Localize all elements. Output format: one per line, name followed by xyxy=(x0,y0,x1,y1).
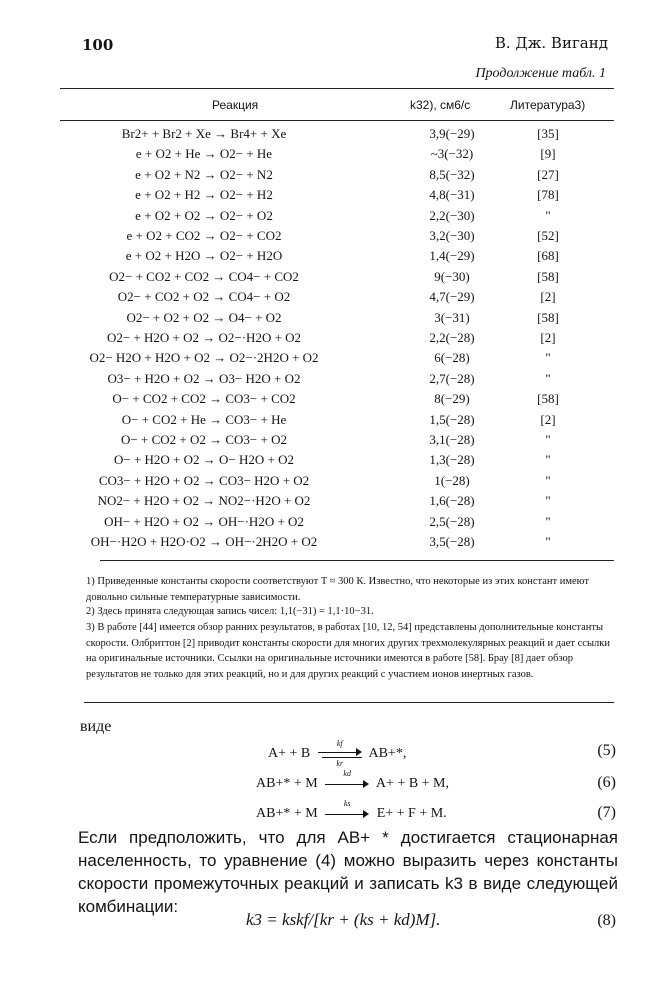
footnote-1: 1) Приведенные константы скорости соответствуют T ≈ 300 К. Известно, что некоторые из этих констант имеют довольно сильные температурные зависимости. xyxy=(86,576,589,603)
reference-cell: [52] xyxy=(537,228,559,243)
running-header-author: В. Дж. Виганд xyxy=(494,34,608,52)
reaction-cell: O2− + CO2 + CO2 → CO4− + CO2 xyxy=(109,268,299,284)
arrow-label-ks: ks xyxy=(343,798,351,808)
rate-constant-cell: 1(−28) xyxy=(434,472,470,488)
rate-constant-cell: 3,2(−30) xyxy=(429,228,475,243)
table-row xyxy=(60,146,600,166)
table-top-rule xyxy=(60,88,614,89)
equation-number-7: (7) xyxy=(597,804,616,821)
reference-cell: [58] xyxy=(537,268,559,284)
equation-5-rhs: AB+*, xyxy=(368,746,407,761)
table-bottom-rule xyxy=(100,560,614,561)
equation-number-5: (5) xyxy=(597,742,616,759)
arrow-label-kr: kr xyxy=(336,758,344,768)
table-row xyxy=(60,289,600,309)
reaction-cell: O2− + H2O + O2 → O2−·H2O + O2 xyxy=(106,330,302,345)
rate-constant-cell: 1,6(−28) xyxy=(429,493,475,509)
rate-constant-cell: 4,8(−31) xyxy=(429,187,475,203)
rate-constant-cell: 1,4(−29) xyxy=(429,248,475,264)
table-row xyxy=(60,126,600,146)
reaction-cell: OH− + H2O + O2 → OH−·H2O + O2 xyxy=(104,513,304,529)
reaction-cell: e + O2 + CO2 → O2− + CO2 xyxy=(126,228,282,243)
rate-constant-cell: 3,5(−28) xyxy=(429,534,475,549)
equation-8: k3 = kskf/[kr + (ks + kd)M]. xyxy=(246,910,441,929)
rate-constant-cell: 9(−30) xyxy=(434,268,470,284)
reaction-cell: e + O2 + H2O → O2− + H2O xyxy=(125,248,283,264)
equation-number-8: (8) xyxy=(597,912,616,929)
reference-cell: [9] xyxy=(540,146,556,162)
reaction-arrow xyxy=(325,768,369,791)
rate-constant-cell: 6(−28) xyxy=(434,350,470,366)
reference-cell: " xyxy=(545,513,551,529)
column-header-reaction: Реакция xyxy=(212,98,259,112)
reference-cell: [58] xyxy=(537,309,559,325)
reaction-arrow xyxy=(325,798,369,821)
reaction-cell: O3− + H2O + O2 → O3− H2O + O2 xyxy=(107,370,301,386)
equation-6-rhs: A+ + B + M, xyxy=(375,776,450,791)
table-row xyxy=(60,534,600,554)
table-header-rule xyxy=(60,120,614,121)
table-row xyxy=(60,310,600,330)
equation-number-6: (6) xyxy=(597,774,616,791)
reaction-cell: O− + CO2 + He → CO3− + He xyxy=(121,411,287,427)
reference-cell: " xyxy=(545,370,551,386)
arrow-label-kd: kd xyxy=(343,768,351,778)
table-row xyxy=(60,330,600,350)
table-row xyxy=(60,350,600,370)
table-row xyxy=(60,432,600,452)
reference-cell: [2] xyxy=(540,289,556,305)
reaction-cell: CO3− + H2O + O2 → CO3− H2O + O2 xyxy=(98,472,310,488)
equation-6-lhs: AB+* + M xyxy=(256,776,318,791)
rate-constant-cell: 1,3(−28) xyxy=(429,452,475,468)
equation-6 xyxy=(256,768,450,792)
table-row xyxy=(60,493,600,513)
footnote-3: 3) В работе [44] имеется обзор ранних результатов, в работах [10, 12, 54] представлены дополнительные константы скорости. Олбриттон [2] приводит константы скорости для многих других трехмолекулярных реакций и дает ссылки на оригинальные источники. Ссылки на оригинальные источники имеются в работе [58]. Брау [8] дает обзор результатов не только для этих реакций, но и для других реакций с участием ионов инертных газов. xyxy=(86,622,610,680)
table-row xyxy=(60,208,600,228)
reference-cell: " xyxy=(545,207,551,223)
rate-constant-cell: 4,7(−29) xyxy=(429,289,475,305)
reference-cell: [27] xyxy=(537,166,559,182)
rate-constant-cell: 8(−29) xyxy=(434,391,470,407)
reaction-cell: e + O2 + O2 → O2− + O2 xyxy=(135,207,273,223)
reaction-cell: e + O2 + N2 → O2− + N2 xyxy=(135,166,273,182)
table-row xyxy=(60,248,600,268)
reaction-cell: O− + CO2 + O2 → CO3− + O2 xyxy=(121,432,287,447)
table-row xyxy=(60,228,600,248)
rate-constant-cell: 2,2(−30) xyxy=(429,207,475,223)
page-number: 100 xyxy=(82,36,114,54)
rate-constant-cell: 3(−31) xyxy=(434,309,470,325)
equation-7-rhs: E+ + F + M. xyxy=(376,806,447,821)
reference-cell: [78] xyxy=(537,187,559,203)
rate-constant-cell: 3,1(−28) xyxy=(429,432,475,447)
rate-constant-cell: 2,2(−28) xyxy=(429,330,475,345)
lead-word: виде xyxy=(80,718,112,735)
footnote-2: 2) Здесь принята следующая запись чисел: 1,1(−31) = 1,1·10−31. xyxy=(86,606,374,617)
reference-cell: " xyxy=(545,432,551,447)
column-header-literature: Литература3) xyxy=(510,98,586,112)
reaction-cell: O− + H2O + O2 → O− H2O + O2 xyxy=(113,452,294,468)
table-continuation-label: Продолжение табл. 1 xyxy=(475,66,606,81)
reference-cell: [58] xyxy=(537,391,559,407)
table-row xyxy=(60,412,600,432)
equilibrium-arrow xyxy=(318,738,362,768)
reaction-cell: O2− + CO2 + O2 → CO4− + O2 xyxy=(117,289,291,305)
equation-5-lhs: A+ + B xyxy=(268,746,311,761)
reaction-cell: NO2− + H2O + O2 → NO2−·H2O + O2 xyxy=(97,493,311,509)
rate-constant-cell: 3,9(−29) xyxy=(429,126,475,141)
reference-cell: [2] xyxy=(540,330,556,345)
reaction-cell: O2− + O2 + O2 → O4− + O2 xyxy=(126,309,282,325)
reaction-cell: Br2+ + Br2 + Xe → Br4+ + Xe xyxy=(121,126,287,141)
equation-7 xyxy=(256,798,447,822)
table-row xyxy=(60,167,600,187)
reference-cell: " xyxy=(545,493,551,509)
rate-constant-cell: 8,5(−32) xyxy=(429,166,475,182)
equation-7-lhs: AB+* + M xyxy=(256,806,318,821)
body-paragraph: Если предположить, что для AB+ * достигается стационарная населенность, то уравнение (4) можно выразить через константы скорости промежуточных реакций и записать k3 в виде следующей комбинации: xyxy=(78,828,618,916)
arrow-label-kf: kf xyxy=(336,738,343,748)
rate-constant-cell: ~3(−32) xyxy=(430,146,474,162)
reaction-cell: e + O2 + He → O2− + He xyxy=(135,146,273,162)
reference-cell: " xyxy=(545,350,551,366)
reaction-cell: O− + CO2 + CO2 → CO3− + CO2 xyxy=(112,391,296,407)
table-row xyxy=(60,269,600,289)
reference-cell: " xyxy=(545,534,551,549)
reaction-cell: OH−·H2O + H2O·O2 → OH−·2H2O + O2 xyxy=(90,534,318,549)
reaction-cell: e + O2 + H2 → O2− + H2 xyxy=(135,187,273,203)
table-row xyxy=(60,371,600,391)
reference-cell: " xyxy=(545,452,551,468)
column-header-rate-constant: k32), см6/с xyxy=(410,98,471,112)
rate-constant-cell: 2,7(−28) xyxy=(429,370,475,386)
table-row xyxy=(60,187,600,207)
table-row xyxy=(60,514,600,534)
table-row xyxy=(60,391,600,411)
reference-cell: " xyxy=(545,472,551,488)
rate-constant-cell: 2,5(−28) xyxy=(429,513,475,529)
reference-cell: [35] xyxy=(537,126,559,141)
reaction-cell: O2− H2O + H2O + O2 → O2−·2H2O + O2 xyxy=(89,350,319,366)
equation-5 xyxy=(268,738,407,768)
reference-cell: [2] xyxy=(540,411,556,427)
reference-cell: [68] xyxy=(537,248,559,264)
table-row xyxy=(60,452,600,472)
footnote-bottom-rule xyxy=(84,702,614,703)
table-row xyxy=(60,473,600,493)
rate-constant-cell: 1,5(−28) xyxy=(429,411,475,427)
